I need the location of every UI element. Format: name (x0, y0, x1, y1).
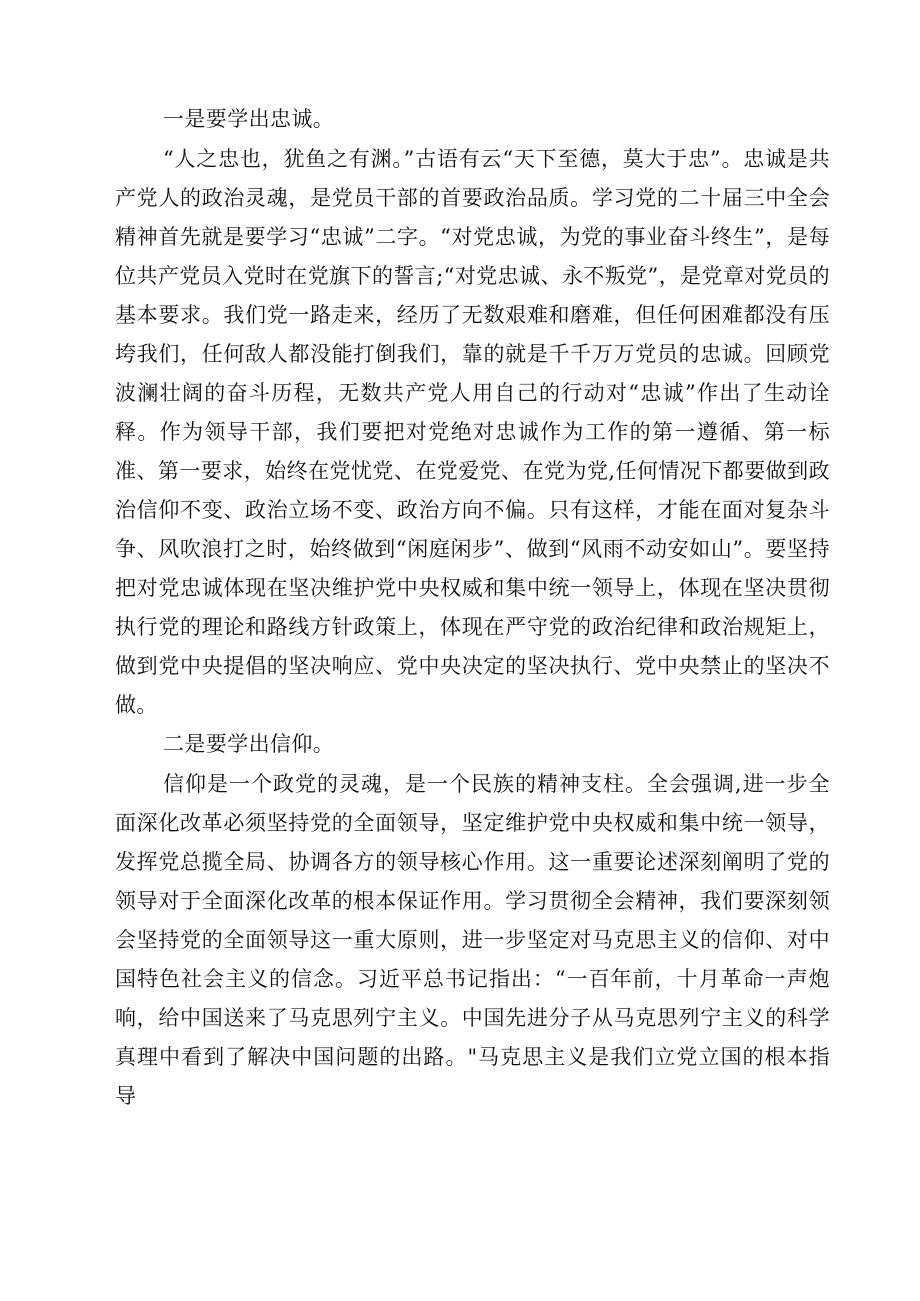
section-heading-loyalty: 一是要学出忠诚。 (163, 107, 335, 131)
document-body (115, 100, 830, 1116)
section-heading-faith: 二是要学出信仰。 (163, 732, 335, 756)
section-paragraph-loyalty: “人之忠也，犹鱼之有渊。”古语有云“天下至德，莫大于忠”。忠诚是共产党人的政治灵魂，是党员干部的首要政治品质。学习党的二十届三中全会精神首先就是要学习“忠诚”二字。“对党忠诚，为党的事业奋斗终生”，是每位共产党员入党时在党旗下的誓言;“对党忠诚、永不叛党”，是党章对党员的基本要求。我们党一路走来，经历了无数艰难和磨难，但任何困难都没有压垮我们，任何敌人都没能打倒我们，靠的就是千千万万党员的忠诚。回顾党波澜壮阔的奋斗历程，无数共产党人用自己的行动对“忠诚”作出了生动诠释。作为领导干部，我们要把对党绝对忠诚作为工作的第一遵循、第一标准、第一要求，始终在党忧党、在党爱党、在党为党,任何情况下都要做到政治信仰不变、政治立场不变、政治方向不偏。只有这样，才能在面对复杂斗争、风吹浪打之时，始终做到“闲庭闲步”、做到“风雨不动安如山”。要坚持把对党忠诚体现在坚决维护党中央权威和集中统一领导上，体现在坚决贯彻执行党的理论和路线方针政策上，体现在严守党的政治纪律和政治规矩上，做到党中央提倡的坚决响应、党中央决定的坚决执行、党中央禁止的坚决不做。 (115, 147, 830, 717)
section-paragraph-faith: 信仰是一个政党的灵魂，是一个民族的精神支柱。全会强调,进一步全面深化改革必须坚持党的全面领导，坚定维护党中央权威和集中统一领导，发挥党总揽全局、协调各方的领导核心作用。这一重要论述深刻阐明了党的领导对于全面深化改革的根本保证作用。学习贯彻全会精神，我们要深刻领会坚持党的全面领导这一重大原则，进一步坚定对马克思主义的信仰、对中国特色社会主义的信念。习近平总书记指出：“一百年前，十月革命一声炮响，给中国送来了马克思列宁主义。中国先进分子从马克思列宁主义的科学真理中看到了解决中国问题的出路。"马克思主义是我们立党立国的根本指导 (115, 772, 830, 1108)
